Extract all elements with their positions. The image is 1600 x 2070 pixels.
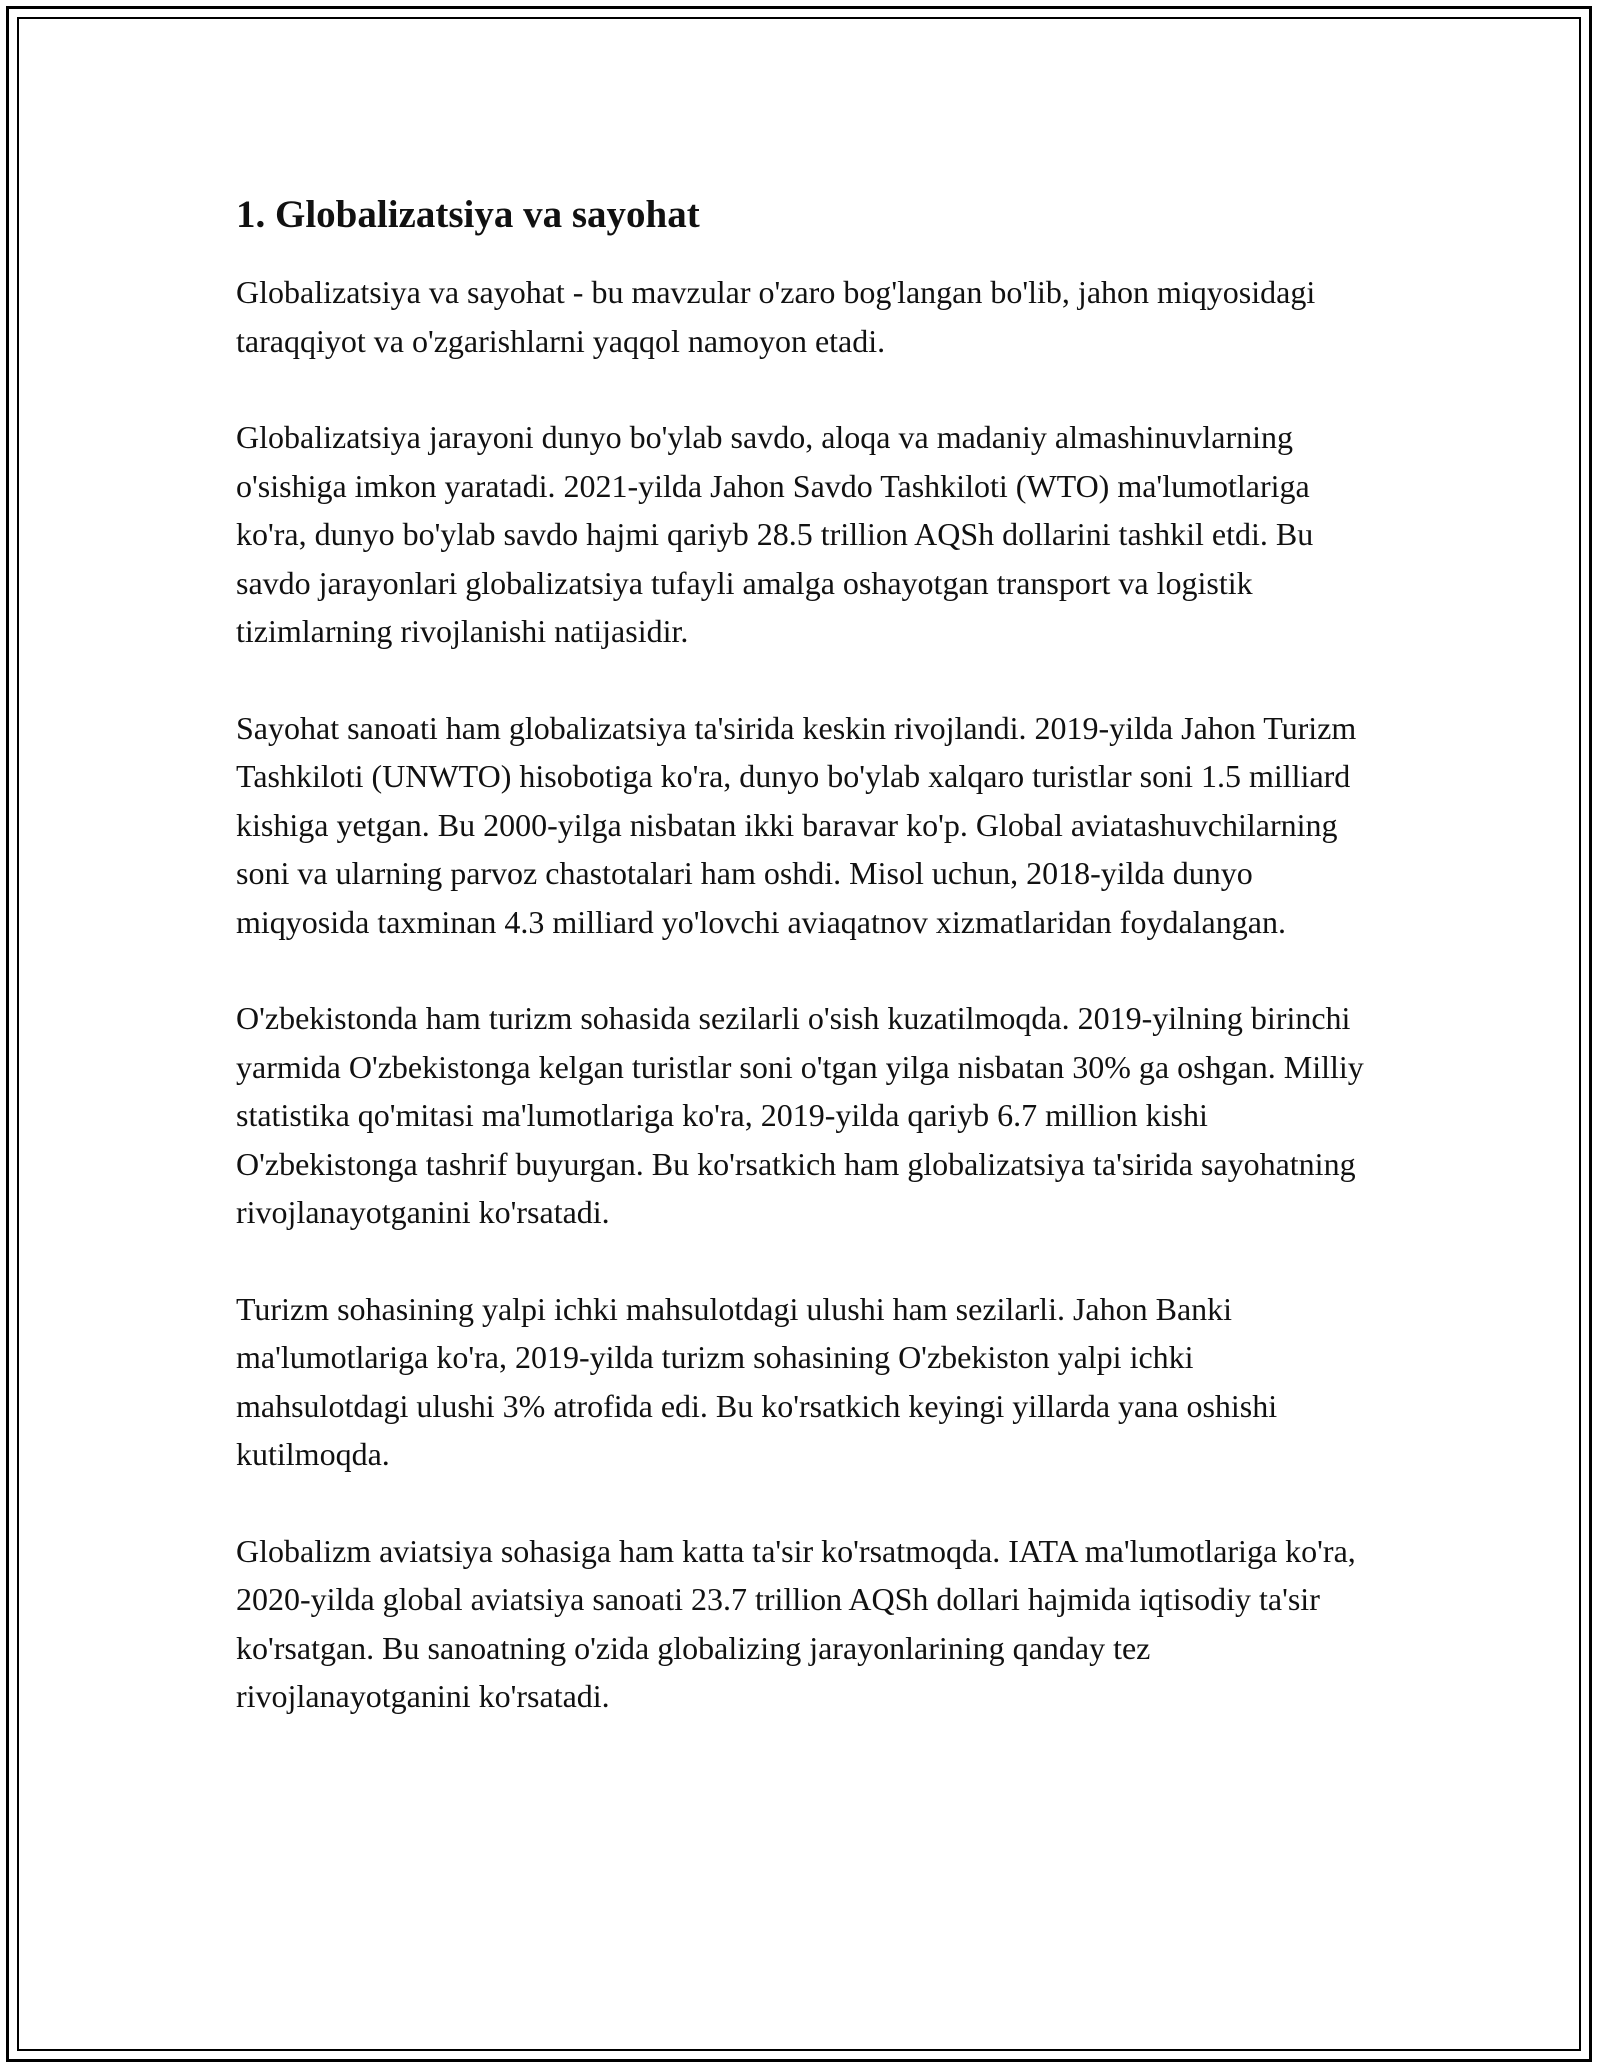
document-body [236, 188, 1366, 1769]
paragraph-uzbekistan-tourism: O'zbekistonda ham turizm sohasida sezilarli o'sish kuzatilmoqda. 2019-yilning birinchi yarmida O'zbekistonga kelgan turistlar soni o'tgan yilga nisbatan 30% ga oshgan. Milliy statistika qo'mitasi ma'lumotlariga ko'ra, 2019-yilda qariyb 6.7 million kishi O'zbekistonga tashrif buyurgan. Bu ko'rsatkich ham globalizatsiya ta'sirida sayohatning rivojlanayotganini ko'rsatadi. [236, 1000, 1364, 1230]
paragraph-trade: Globalizatsiya jarayoni dunyo bo'ylab savdo, aloqa va madaniy almashinuvlarning o'sishiga imkon yaratadi. 2021-yilda Jahon Savdo Tashkiloti (WTO) ma'lumotlariga ko'ra, dunyo bo'ylab savdo hajmi qariyb 28.5 trillion AQSh dollarini tashkil etdi. Bu savdo jarayonlari globalizatsiya tufayli amalga oshayotgan transport va logistik tizimlarning rivojlanishi natijasidir. [236, 419, 1314, 649]
paragraph-intro: Globalizatsiya va sayohat - bu mavzular o'zaro bog'langan bo'lib, jahon miqyosidagi taraqqiyot va o'zgarishlarni yaqqol namoyon etadi. [236, 274, 1316, 359]
page-title: 1. Globalizatsiya va sayohat [236, 193, 700, 236]
paragraph-aviation: Globalizm aviatsiya sohasiga ham katta ta'sir ko'rsatmoqda. IATA ma'lumotlariga ko'ra, 2020-yilda global aviatsiya sanoati 23.7 trillion AQSh dollari hajmida iqtisodiy ta'sir ko'rsatgan. Bu sanoatning o'zida globalizing jarayonlarining qanday tez rivojlanayotganini ko'rsatadi. [236, 1532, 1356, 1714]
paragraph-gdp-share: Turizm sohasining yalpi ichki mahsulotdagi ulushi ham sezilarli. Jahon Banki ma'lumotlariga ko'ra, 2019-yilda turizm sohasining O'zbekiston yalpi ichki mahsulotdagi ulushi 3% atrofida edi. Bu ko'rsatkich keyingi yillarda yana oshishi kutilmoqda. [236, 1290, 1278, 1472]
paragraph-travel-industry: Sayohat sanoati ham globalizatsiya ta'sirida keskin rivojlandi. 2019-yilda Jahon Turizm Tashkiloti (UNWTO) hisobotiga ko'ra, dunyo bo'ylab xalqaro turistlar soni 1.5 milliard kishiga yetgan. Bu 2000-yilga nisbatan ikki baravar ko'p. Global aviatashuvchilarning soni va ularning parvoz chastotalari ham oshdi. Misol uchun, 2018-yilda dunyo miqyosida taxminan 4.3 milliard yo'lovchi aviaqatnov xizmatlaridan foydalangan. [236, 709, 1357, 940]
